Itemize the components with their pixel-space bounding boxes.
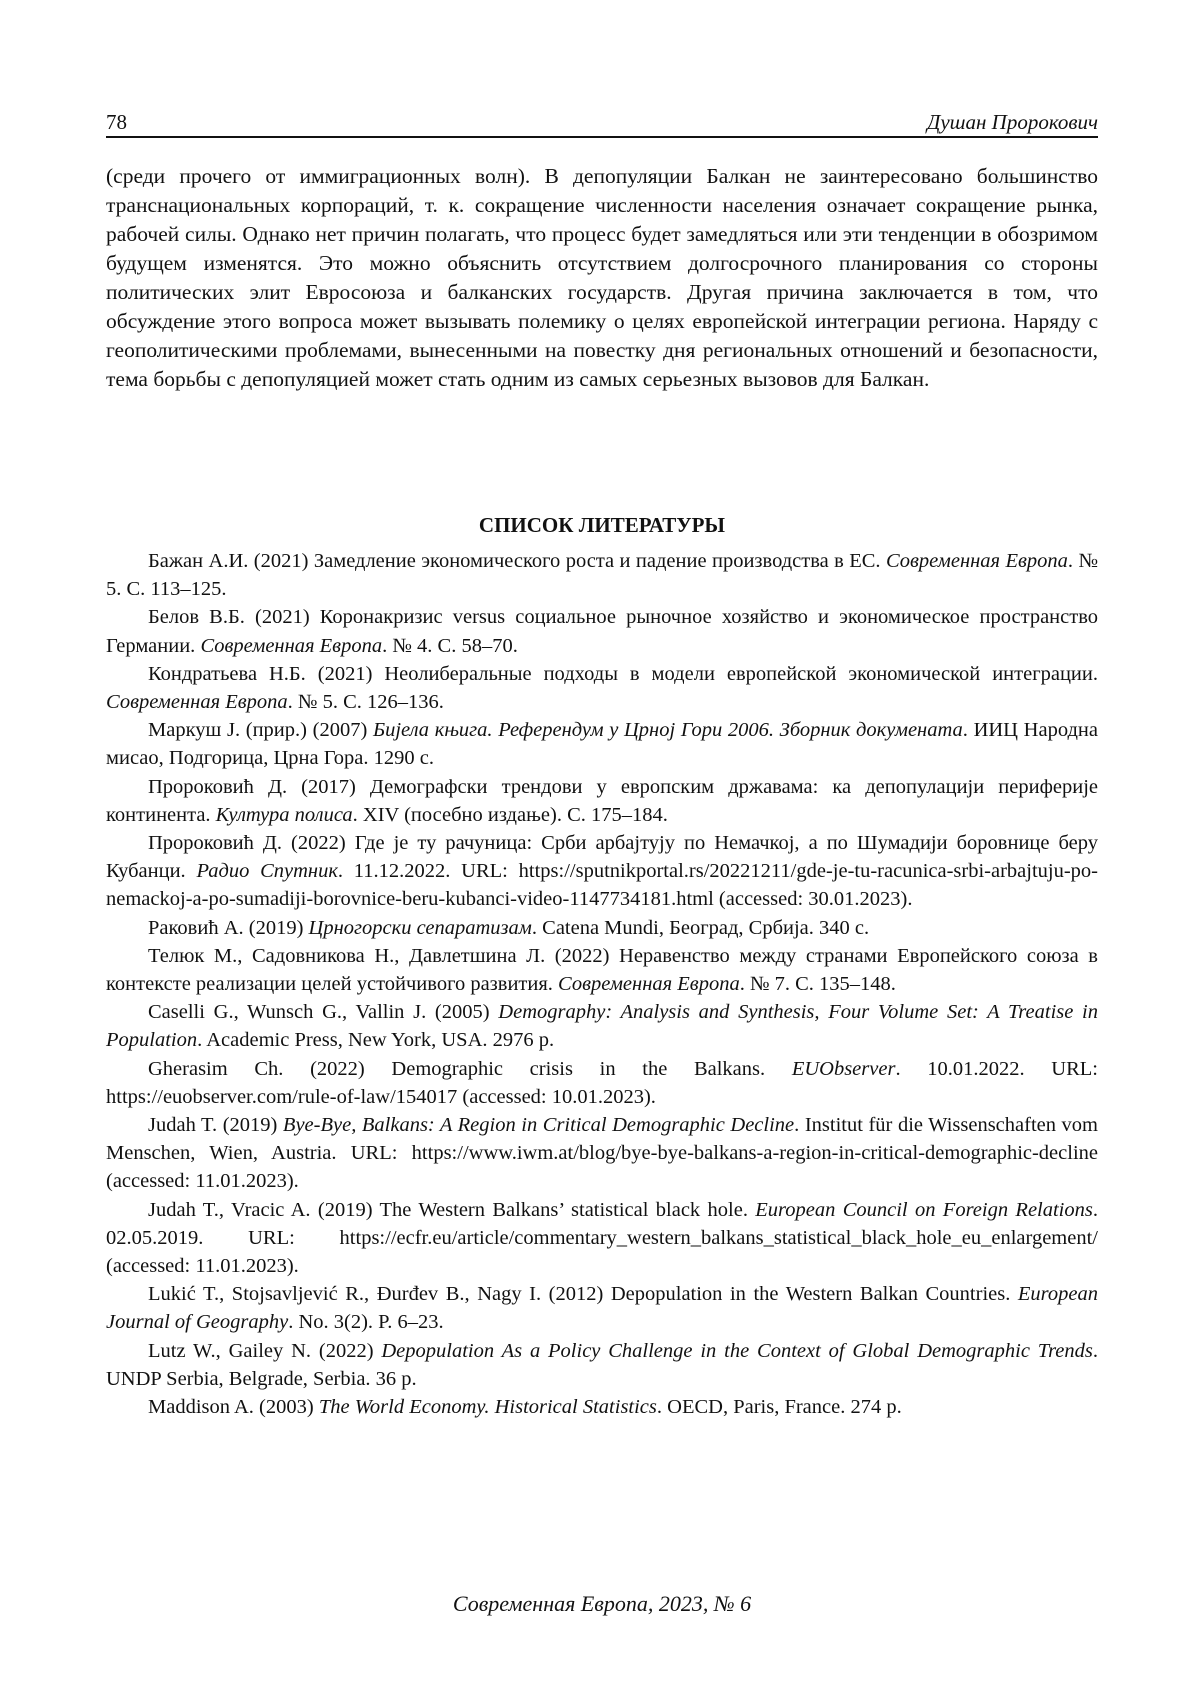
reference-text: Judah T., Vracic A. (2019) The Western Balkans’ statistical black hole. <box>148 1198 756 1221</box>
reference-details: . OECD, Paris, France. 274 p. <box>656 1396 902 1419</box>
reference-text: Caselli G., Wunsch G., Vallin J. (2005) <box>148 1001 499 1024</box>
reference-text: Бажан А.И. (2021) Замедление экономического роста и падение производства в ЕС. <box>148 550 886 572</box>
reference-text: Judah T. (2019) <box>148 1114 283 1137</box>
running-title-author: Душан Пророкович <box>926 110 1098 134</box>
reference-item <box>106 998 1098 1054</box>
reference-source-title: European Journal of Geography <box>106 1283 1098 1334</box>
reference-details: . 10.01.2022. URL: https://euobserver.com/rule-of-law/154017 (accessed: 10.01.2023). <box>106 1057 1098 1108</box>
reference-item <box>106 773 1098 829</box>
reference-source-title: The World Economy. Historical Statistics <box>318 1396 657 1419</box>
reference-source-title: Bye-Bye, Balkans: A Region in Critical Demographic Decline <box>282 1114 795 1137</box>
reference-item <box>106 660 1098 716</box>
references-heading: СПИСОК ЛИТЕРАТУРЫ <box>478 513 726 537</box>
reference-source-title: Култура полиса <box>215 803 353 826</box>
reference-source-title: Радио Спутник <box>196 860 338 883</box>
reference-details: . № 5. С. 113–125. <box>106 550 1099 601</box>
reference-source-title: Depopulation As a Policy Challenge in the Context of Global Demographic Trends <box>381 1339 1093 1362</box>
reference-text: Gherasim Ch. (2022) Demographic crisis in the Balkans. <box>148 1057 792 1080</box>
reference-source-title: Demography: Analysis and Synthesis, Four Volume Set: A Treatise in Population <box>106 1001 1098 1052</box>
reference-text: Раковић А. (2019) <box>148 916 309 939</box>
reference-details: . UNDP Serbia, Belgrade, Serbia. 36 p. <box>106 1339 1098 1390</box>
reference-text: Кондратьева Н.Б. (2021) Неолиберальные подходы в модели европейской экономической интеграции. <box>148 662 1098 685</box>
page-number: 78 <box>106 110 127 134</box>
body-paragraph: (среди прочего от иммиграционных волн). В депопуляции Балкан не заинтересовано большинство транснациональных корпораций, т. к. сокращение численности населения означает сокращение рынка, рабочей силы. Однако нет причин полагать, что процесс будет замедляться или эти тенденции в обозримом будущем изменятся. Это можно объяснить отсутствием долгосрочного планирования со стороны политических элит Евросоюза и балканских государств. Другая причина заключается в том, что обсуждение этого вопроса может вызывать полемику о целях европейской интеграции региона. Наряду с геополитическими проблемами, вынесенными на повестку дня региональных отношений и безопасности, тема борьбы с депопуляцией может стать одним из самых серьезных вызовов для Балкан. <box>106 164 1098 391</box>
page-footer-journal: Современная Европа, 2023, № 6 <box>452 1591 752 1616</box>
reference-item <box>106 716 1098 772</box>
reference-item <box>106 1393 1098 1421</box>
reference-text: Lukić T., Stojsavljević R., Đurđev B., Nagy I. (2012) Depopulation in the Western Balkan Countries. <box>148 1283 1018 1306</box>
reference-details: . 02.05.2019. URL: https://ecfr.eu/article/commentary_western_balkans_statistical_black_hole_eu_enlargement/ (accessed: 11.01.2023). <box>106 1198 1098 1278</box>
reference-source-title: Црногорски сепаратизам <box>308 916 532 939</box>
reference-item <box>106 1337 1098 1393</box>
reference-item <box>106 603 1098 659</box>
reference-item <box>106 914 1098 942</box>
reference-text: Маркуш Ј. (прир.) (2007) <box>148 719 373 742</box>
reference-details: . No. 3(2). P. 6–23. <box>288 1311 444 1334</box>
reference-text: Телюк М., Садовникова Н., Давлетшина Л. (2022) Неравенство между странами Европейского союза в контексте реализации целей устойчивого развития. <box>106 944 1098 996</box>
reference-text: Пророковић Д. (2017) Демографски трендови у европским државама: ка депопулацији периферије континента. <box>106 775 1098 826</box>
reference-details: . Academic Press, New York, USA. 2976 p. <box>197 1029 555 1052</box>
reference-text: Белов В.Б. (2021) Коронакризис versus социальное рыночное хозяйство и экономическое пространство Германии. <box>106 606 1098 657</box>
reference-item <box>106 547 1098 603</box>
reference-details: . № 4. С. 58–70. <box>382 634 518 657</box>
reference-source-title: European Council on Foreign Relations <box>755 1198 1093 1221</box>
reference-source-title: Современная Европа <box>106 691 288 714</box>
reference-text: Пророковић Д. (2022) Где је ту рачуница: Срби арбајтују по Немачкој, а по Шумадији боровнице беру Кубанци. <box>106 832 1098 883</box>
reference-item <box>106 1196 1098 1281</box>
reference-item <box>106 1055 1098 1111</box>
reference-source-title: Современная Европа <box>885 550 1068 572</box>
reference-text: Maddison A. (2003) <box>148 1396 319 1419</box>
reference-item <box>106 942 1098 998</box>
reference-details: . ИИЦ Народна мисао, Подгорица, Црна Гора. 1290 с. <box>106 719 1098 770</box>
reference-source-title: Современная Европа <box>558 973 740 996</box>
reference-source-title: EUObserver <box>791 1057 896 1080</box>
reference-details: . 11.12.2022. URL: https://sputnikportal.rs/20221211/gde-je-tu-racunica-srbi-arbajtuju-po-nemackoj-a-po-sumadiji-borovnice-beru-kubanci-video-1147734181.html (accessed: 30.01.2023). <box>106 860 1098 911</box>
references-list <box>106 547 1098 1421</box>
reference-details: . XIV (посебно издање). С. 175–184. <box>352 803 668 826</box>
reference-details: . № 5. С. 126–136. <box>287 691 444 714</box>
page-header <box>106 100 1098 138</box>
reference-details: . № 7. С. 135–148. <box>739 973 896 996</box>
reference-item <box>106 1280 1098 1336</box>
reference-details: . Catena Mundi, Београд, Србија. 340 с. <box>531 916 870 939</box>
reference-source-title: Современная Европа <box>200 634 383 657</box>
reference-text: Lutz W., Gailey N. (2022) <box>148 1339 382 1362</box>
reference-details: . Institut für die Wissenschaften vom Menschen, Wien, Austria. URL: https://www.iwm.at/blog/bye-bye-balkans-a-region-in-critical-demographic-decline (accessed: 11.01.2023). <box>106 1114 1099 1193</box>
reference-item <box>106 1111 1098 1196</box>
reference-item <box>106 829 1098 914</box>
reference-source-title: Бијела књига. Референдум у Црној Гори 2006. Зборник докумената <box>372 719 963 742</box>
